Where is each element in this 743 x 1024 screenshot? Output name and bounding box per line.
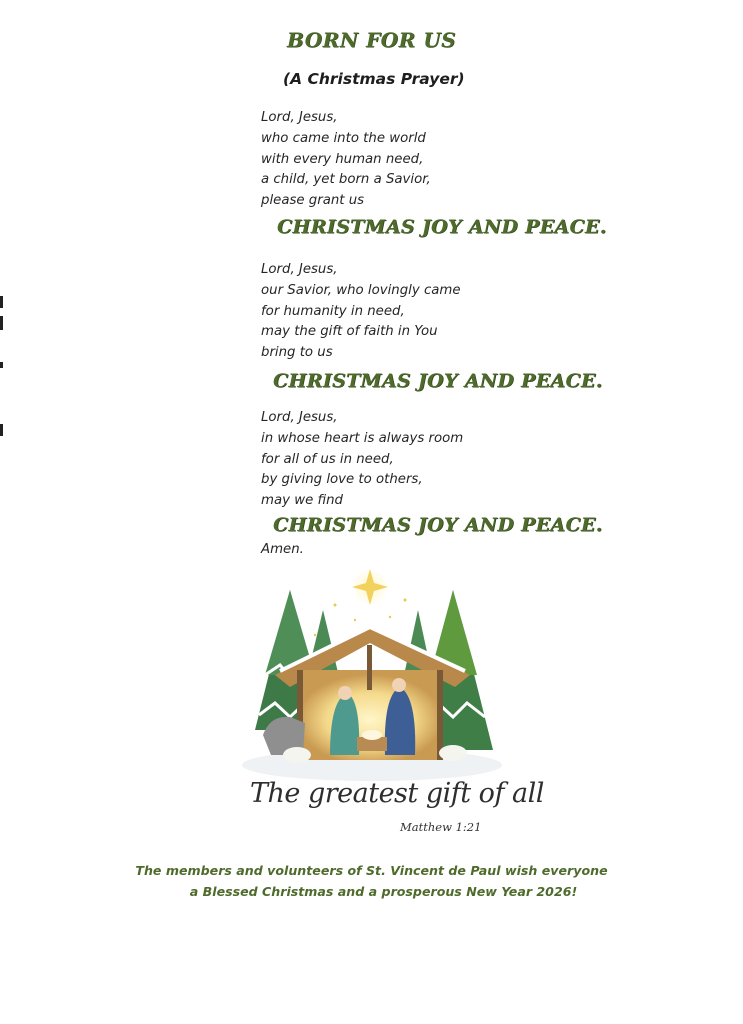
scan-mark [0, 424, 3, 436]
footer-line-1: The members and volunteers of St. Vincent de Paul wish everyone [135, 863, 608, 878]
sheep-figure [439, 745, 467, 761]
page-subtitle: (A Christmas Prayer) [283, 70, 465, 88]
scan-mark [0, 316, 3, 330]
script-caption: The greatest gift of all [250, 778, 544, 809]
stanza-line: in whose heart is always room [261, 430, 464, 446]
stanza-line: Lord, Jesus, [261, 410, 338, 425]
stanza-line: with every human need, [261, 151, 424, 167]
stanza-line: Lord, Jesus, [261, 110, 338, 125]
refrain-1: CHRISTMAS JOY AND PEACE. [277, 216, 607, 238]
stanza-line: a child, yet born a Savior, [261, 172, 431, 188]
stanza-line: may we find [261, 493, 343, 509]
closing-amen: Amen. [261, 542, 304, 557]
footer-message [0, 860, 743, 902]
scan-mark [0, 362, 3, 368]
page-title: BORN FOR US [286, 28, 457, 52]
stanza-line: by giving love to others, [261, 472, 423, 488]
stanza-line: bring to us [261, 345, 333, 361]
stanza-line: please grant us [261, 193, 365, 209]
stanza-line: for humanity in need, [261, 303, 405, 319]
stanza-3 [261, 408, 463, 512]
stanza-line: Lord, Jesus, [261, 262, 338, 277]
stanza-line: may the gift of faith in You [261, 324, 438, 340]
stanza-line: for all of us in need, [261, 451, 394, 467]
stanza-1 [261, 108, 431, 212]
stanza-2 [261, 260, 461, 364]
scan-mark [0, 296, 3, 308]
stanza-line: who came into the world [261, 130, 426, 146]
sheep-figure [283, 747, 311, 763]
footer-line-2: a Blessed Christmas and a prosperous New Year 2026! [189, 884, 578, 899]
refrain-3: CHRISTMAS JOY AND PEACE. [273, 514, 603, 536]
refrain-2: CHRISTMAS JOY AND PEACE. [273, 370, 603, 392]
verse-reference: Matthew 1:21 [400, 820, 482, 834]
stanza-line: our Savior, who lovingly came [261, 282, 461, 298]
